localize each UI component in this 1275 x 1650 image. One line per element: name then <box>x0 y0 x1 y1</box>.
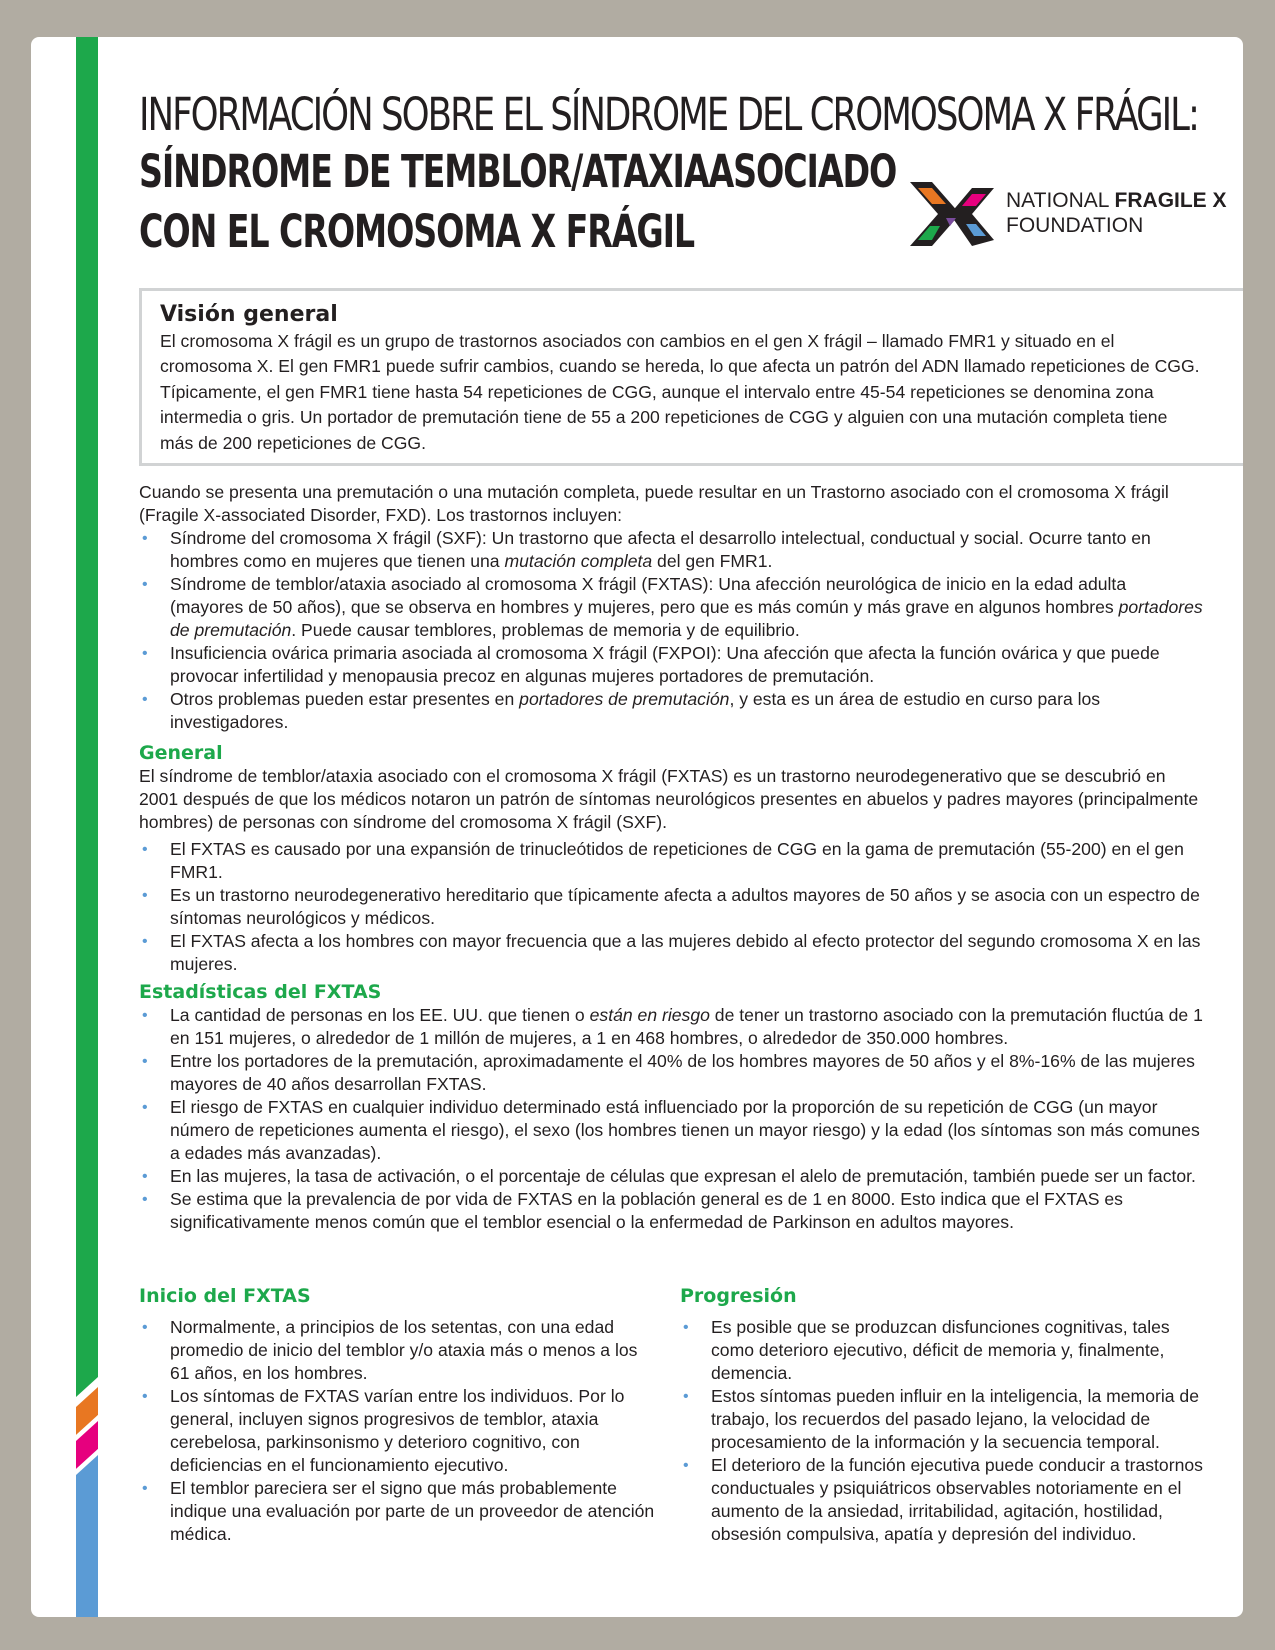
bullet-icon: • <box>142 1099 148 1116</box>
list-item: • La cantidad de personas en los EE. UU. que tienen o están en riesgo de tener un trastorno asociado con la premutación fluctúa de 1 en 151 mujeres, o alrededor de 1 millón de mujeres, a 1 en 468 hombres, o alrededor de 350.000 hombres. <box>142 1005 1203 1048</box>
list-item: • Los síntomas de FXTAS varían entre los individuos. Por lo general, incluyen signos progresivos de temblor, ataxia cerebelosa, parkinsonismo y deterioro cognitivo, con deficiencias en el funcionamiento ejecutivo. <box>142 1386 625 1475</box>
list-item: • En las mujeres, la tasa de activación, o el porcentaje de células que expresan el alelo de premutación, también puede ser un factor. <box>142 1166 1196 1186</box>
list-item: • Otros problemas pueden estar presentes en portadores de premutación, y esta es un área de estudio en curso para los investigadores. <box>142 689 1101 732</box>
general-heading: General <box>139 742 223 764</box>
progression-list <box>680 1316 1204 1546</box>
general-text: El síndrome de temblor/ataxia asociado con el cromosoma X frágil (FXTAS) es un trastorno neurodegenerativo que se descubrió en 2001 después de que los médicos notaron un patrón de síntomas neurológicos presentes en abuelos y padres mayores (principalmente hombres) de personas con síndrome del cromosoma X frágil (SXF). <box>139 766 1199 832</box>
page-title-line-1: INFORMACIÓN SOBRE EL SÍNDROME DEL CROMOSOMA X FRÁGIL: <box>139 88 1199 141</box>
bullet-icon: • <box>142 1388 148 1405</box>
logo-text-fragile-x: FRAGILE X <box>1114 189 1227 212</box>
page-title-line-2: SÍNDROME DE TEMBLOR/ATAXIAASOCIADO <box>139 145 897 198</box>
bullet-icon: • <box>142 576 148 593</box>
list-item: • Síndrome del cromosoma X frágil (SXF): Un trastorno que afecta el desarrollo intelectual, conductual y social. Ocurre tanto en hombres como en mujeres que tienen una mutación completa del gen FMR1. <box>142 528 1151 571</box>
logo-wordmark <box>1006 188 1227 238</box>
bullet-icon: • <box>142 1007 148 1024</box>
main-content <box>139 481 1204 1234</box>
bullet-icon: • <box>142 1480 148 1497</box>
bullet-icon: • <box>142 1168 148 1185</box>
bullet-icon: • <box>142 933 148 950</box>
list-item: • Normalmente, a principios de los setentas, con una edad promedio de inicio del temblor y/o ataxia más o menos a los 61 años, en los hombres. <box>142 1317 638 1383</box>
list-item: • Síndrome de temblor/ataxia asociado al cromosoma X frágil (FXTAS): Una afección neurológica de inicio en la edad adulta (mayores de 50 años), que se observa en hombres y mujeres, pero que es más común y más grave en algunos hombres portadores de premutación. Puede causar temblores, problemas de memoria y de equilibrio. <box>142 574 1203 640</box>
bullet-icon: • <box>142 645 148 662</box>
bullet-icon: • <box>142 841 148 858</box>
side-stripe-multicolor <box>76 1377 98 1617</box>
list-item: • Se estima que la prevalencia de por vida de FXTAS en la población general es de 1 en 8000. Esto indica que el FXTAS es significativamente menos común que el temblor esencial o la enfermedad de Parkinson en adultos mayores. <box>142 1189 1123 1232</box>
list-item: • Estos síntomas pueden influir en la inteligencia, la memoria de trabajo, los recuerdos del pasado lejano, la velocidad de procesamiento de la información y la secuencia temporal. <box>683 1386 1200 1452</box>
bullet-icon: • <box>142 691 148 708</box>
logo-text-foundation: FOUNDATION <box>1006 214 1144 237</box>
side-stripe <box>76 37 98 1617</box>
bullet-icon: • <box>142 1053 148 1070</box>
stats-heading: Estadísticas del FXTAS <box>139 981 382 1003</box>
bullet-icon: • <box>142 1191 148 1208</box>
overview-box <box>139 288 1243 466</box>
progression-heading: Progresión <box>680 1285 797 1307</box>
list-item: • Es un trastorno neurodegenerativo hereditario que típicamente afecta a adultos mayores de 50 años y se asocia con un espectro de síntomas neurológicos y médicos. <box>142 885 1200 928</box>
overview-heading: Visión general <box>160 302 338 327</box>
bullet-icon: • <box>142 1319 148 1336</box>
fragile-x-logo-icon <box>910 180 994 248</box>
list-item: • El riesgo de FXTAS en cualquier individuo determinado está influenciado por la proporción de su repetición de CGG (un mayor número de repeticiones aumenta el riesgo), el sexo (los hombres tienen un mayor riesgo) y la edad (los síntomas son más comunes a edades más avanzadas). <box>142 1097 1200 1163</box>
list-item: • El deterioro de la función ejecutiva puede conducir a trastornos conductuales y psiquiátricos observables notoriamente en el aumento de la ansiedad, irritabilidad, agitación, hostilidad, obsesión compulsiva, apatía y depresión del individuo. <box>683 1455 1203 1544</box>
bullet-icon: • <box>142 887 148 904</box>
progression-column <box>680 1284 1204 1546</box>
side-stripe-green <box>76 37 98 1377</box>
logo-text-national: NATIONAL <box>1006 189 1109 212</box>
page-title-line-3: CON EL CROMOSOMA X FRÁGIL <box>139 205 695 258</box>
onset-column <box>139 1284 659 1546</box>
onset-list <box>139 1316 659 1546</box>
disorders-list <box>139 527 1204 734</box>
list-item: • El temblor pareciera ser el signo que más probablemente indique una evaluación por parte de un proveedor de atención médica. <box>142 1478 655 1544</box>
stats-list <box>139 1004 1204 1234</box>
list-item: • El FXTAS es causado por una expansión de trinucleótidos de repeticiones de CGG en la gama de premutación (55-200) en el gen FMR1. <box>142 839 1184 882</box>
list-item: • El FXTAS afecta a los hombres con mayor frecuencia que a las mujeres debido al efecto protector del segundo cromosoma X en las mujeres. <box>142 931 1201 974</box>
nfxf-logo <box>910 180 1230 248</box>
intro-text: Cuando se presenta una premutación o una mutación completa, puede resultar en un Trastorno asociado con el cromosoma X frágil (Fragile X-associated Disorder, FXD). Los trastornos incluyen: <box>139 482 1169 525</box>
bullet-icon: • <box>683 1457 689 1474</box>
bullet-icon: • <box>142 530 148 547</box>
list-item: • Insuficiencia ovárica primaria asociada al cromosoma X frágil (FXPOI): Una afección que afecta la función ovárica y que puede provocar infertilidad y menopausia precoz en algunas mujeres portadores de premutación. <box>142 643 1160 686</box>
bullet-icon: • <box>683 1388 689 1405</box>
list-item: • Entre los portadores de la premutación, aproximadamente el 40% de los hombres mayores de 50 años y el 8%-16% de las mujeres mayores de 40 años desarrollan FXTAS. <box>142 1051 1195 1094</box>
overview-text: El cromosoma X frágil es un grupo de trastornos asociados con cambios en el gen X frágil – llamado FMR1 y situado en el cromosoma X. El gen FMR1 puede sufrir cambios, cuando se hereda, lo que afecta un patrón del ADN llamado repeticiones de CGG. Típicamente, el gen FMR1 tiene hasta 54 repeticiones de CGG, aunque el intervalo entre 45-54 repeticiones se denomina zona intermedia o gris. Un portador de premutación tiene de 55 a 200 repeticiones de CGG y alguien con una mutación completa tiene más de 200 repeticiones de CGG. <box>160 331 1200 453</box>
bullet-icon: • <box>683 1319 689 1336</box>
onset-heading: Inicio del FXTAS <box>139 1285 311 1307</box>
list-item: • Es posible que se produzcan disfunciones cognitivas, tales como deterioro ejecutivo, déficit de memoria y, finalmente, demencia. <box>683 1317 1170 1383</box>
general-list <box>139 838 1204 976</box>
